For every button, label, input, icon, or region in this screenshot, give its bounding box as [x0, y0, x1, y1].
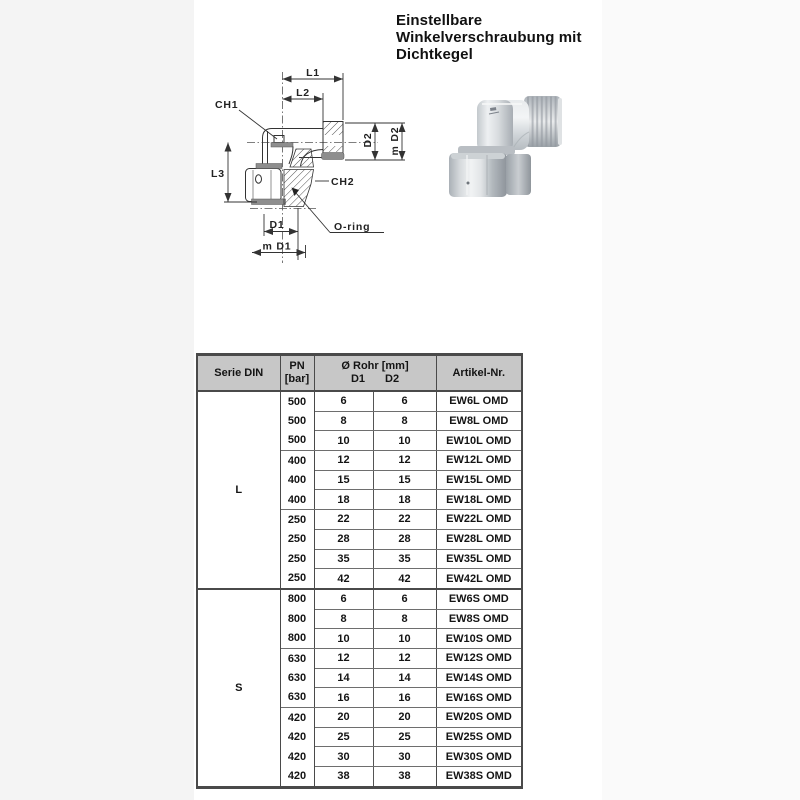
artikel-cell: EW10L OMD: [436, 431, 522, 451]
d2-cell: 25: [373, 727, 436, 747]
d2-cell: 15: [373, 470, 436, 490]
pn-cell: 500: [280, 411, 314, 431]
artikel-cell: EW6L OMD: [436, 391, 522, 411]
d2-cell: 14: [373, 668, 436, 688]
d1-cell: 42: [314, 569, 373, 589]
d2-cell: 30: [373, 747, 436, 767]
artikel-cell: EW35L OMD: [436, 549, 522, 569]
nut-top-band: [256, 164, 282, 169]
header-pn-bottom: [bar]: [284, 373, 310, 385]
d1-cell: 8: [314, 609, 373, 629]
d2-cell: 42: [373, 569, 436, 589]
artikel-cell: EW12L OMD: [436, 451, 522, 471]
label-d1: D1: [269, 219, 285, 231]
d2-cell: 10: [373, 431, 436, 451]
cone-hatch-lower: [284, 170, 314, 207]
pn-cell: 420: [280, 747, 314, 767]
pn-cell: 800: [280, 629, 314, 649]
serie-cell: L: [197, 391, 280, 589]
label-d2: D2: [362, 132, 374, 148]
header-pn: [280, 355, 314, 392]
leader-oring: [296, 193, 330, 233]
body-top-edge: [263, 129, 324, 139]
pn-cell: 800: [280, 609, 314, 629]
pn-cell: 630: [280, 668, 314, 688]
header-serie: Serie DIN: [197, 355, 280, 392]
stud-seal-band: [322, 153, 345, 160]
label-ch1: CH1: [215, 99, 239, 111]
header-sub-d1: D1: [350, 373, 365, 385]
d2-cell: 10: [373, 629, 436, 649]
stud-thread-hatch-bottom: [324, 146, 343, 152]
product-photo: [446, 58, 606, 218]
d2-cell: 18: [373, 490, 436, 510]
d1-cell: 18: [314, 490, 373, 510]
d2-cell: 6: [373, 589, 436, 609]
artikel-cell: EW12S OMD: [436, 648, 522, 668]
artikel-cell: EW18L OMD: [436, 490, 522, 510]
stud-thread-hatch-top: [324, 122, 343, 135]
ch1-band: [271, 143, 293, 148]
leader-ch1: [239, 110, 277, 139]
header-pn-top: PN: [289, 360, 305, 372]
d1-cell: 12: [314, 648, 373, 668]
artikel-cell: EW6S OMD: [436, 589, 522, 609]
d1-cell: 20: [314, 708, 373, 728]
d2-cell: 8: [373, 411, 436, 431]
d1-cell: 22: [314, 510, 373, 530]
pn-cell: 250: [280, 569, 314, 589]
d1-cell: 6: [314, 589, 373, 609]
artikel-cell: EW15L OMD: [436, 470, 522, 490]
pn-cell: 500: [280, 431, 314, 451]
spec-table-container: [196, 353, 523, 789]
artikel-cell: EW25S OMD: [436, 727, 522, 747]
d1-cell: 38: [314, 767, 373, 788]
pn-cell: 250: [280, 549, 314, 569]
header-artikel: Artikel-Nr.: [436, 355, 522, 392]
label-l3: L3: [211, 168, 225, 180]
pn-cell: 630: [280, 648, 314, 668]
label-ch2: CH2: [331, 176, 355, 188]
artikel-cell: EW22L OMD: [436, 510, 522, 530]
pn-cell: 800: [280, 589, 314, 609]
d1-cell: 15: [314, 470, 373, 490]
pn-cell: 400: [280, 451, 314, 471]
pn-cell: 420: [280, 708, 314, 728]
d2-cell: 20: [373, 708, 436, 728]
d1-cell: 25: [314, 727, 373, 747]
artikel-cell: EW38S OMD: [436, 767, 522, 788]
label-l2: L2: [296, 87, 310, 99]
d1-cell: 16: [314, 688, 373, 708]
d2-cell: 12: [373, 451, 436, 471]
artikel-cell: EW42L OMD: [436, 569, 522, 589]
cone-hatch-upper: [290, 149, 314, 167]
d1-cell: 10: [314, 629, 373, 649]
serie-cell: S: [197, 589, 280, 787]
d1-cell: 12: [314, 451, 373, 471]
d1-cell: 30: [314, 747, 373, 767]
right-margin: [602, 0, 800, 800]
pn-cell: 250: [280, 529, 314, 549]
d2-cell: 38: [373, 767, 436, 788]
d2-cell: 8: [373, 609, 436, 629]
pn-cell: 420: [280, 727, 314, 747]
d2-cell: 12: [373, 648, 436, 668]
label-md2: m D2: [389, 126, 401, 156]
d2-cell: 28: [373, 529, 436, 549]
artikel-cell: EW16S OMD: [436, 688, 522, 708]
d1-cell: 28: [314, 529, 373, 549]
label-md1: m D1: [262, 240, 292, 253]
nut-stamp: [256, 175, 262, 183]
pn-cell: 250: [280, 510, 314, 530]
table-row: [197, 391, 522, 411]
spec-table-header: [197, 355, 522, 392]
spec-table: [196, 353, 523, 789]
header-rohr: [314, 355, 436, 392]
table-body: [197, 391, 522, 787]
pn-cell: 630: [280, 688, 314, 708]
pn-cell: 500: [280, 391, 314, 411]
artikel-cell: EW14S OMD: [436, 668, 522, 688]
d1-cell: 8: [314, 411, 373, 431]
label-l1: L1: [306, 67, 320, 79]
artikel-cell: EW30S OMD: [436, 747, 522, 767]
d1-cell: 10: [314, 431, 373, 451]
artikel-cell: EW20S OMD: [436, 708, 522, 728]
pn-cell: 400: [280, 470, 314, 490]
page-title: Einstellbare Winkelverschraubung mit Dichtkegel: [396, 12, 582, 63]
d1-cell: 14: [314, 668, 373, 688]
artikel-cell: EW10S OMD: [436, 629, 522, 649]
artikel-cell: EW8S OMD: [436, 609, 522, 629]
nut-dimple: [467, 182, 470, 185]
d2-cell: 22: [373, 510, 436, 530]
d2-cell: 35: [373, 549, 436, 569]
nut-outline: [246, 169, 282, 202]
d1-cell: 35: [314, 549, 373, 569]
pn-cell: 420: [280, 767, 314, 788]
artikel-cell: EW8L OMD: [436, 411, 522, 431]
d2-cell: 16: [373, 688, 436, 708]
elbow-fitting-render: [449, 96, 562, 197]
artikel-cell: EW28L OMD: [436, 529, 522, 549]
d2-cell: 6: [373, 391, 436, 411]
header-sub-d2: D2: [385, 373, 400, 385]
label-oring: O-ring: [334, 221, 371, 233]
left-margin: [0, 0, 194, 800]
d1-cell: 6: [314, 391, 373, 411]
header-rohr-label: Ø Rohr [mm]: [341, 360, 409, 372]
technical-drawing: [200, 55, 450, 265]
pn-cell: 400: [280, 490, 314, 510]
table-row: [197, 589, 522, 609]
